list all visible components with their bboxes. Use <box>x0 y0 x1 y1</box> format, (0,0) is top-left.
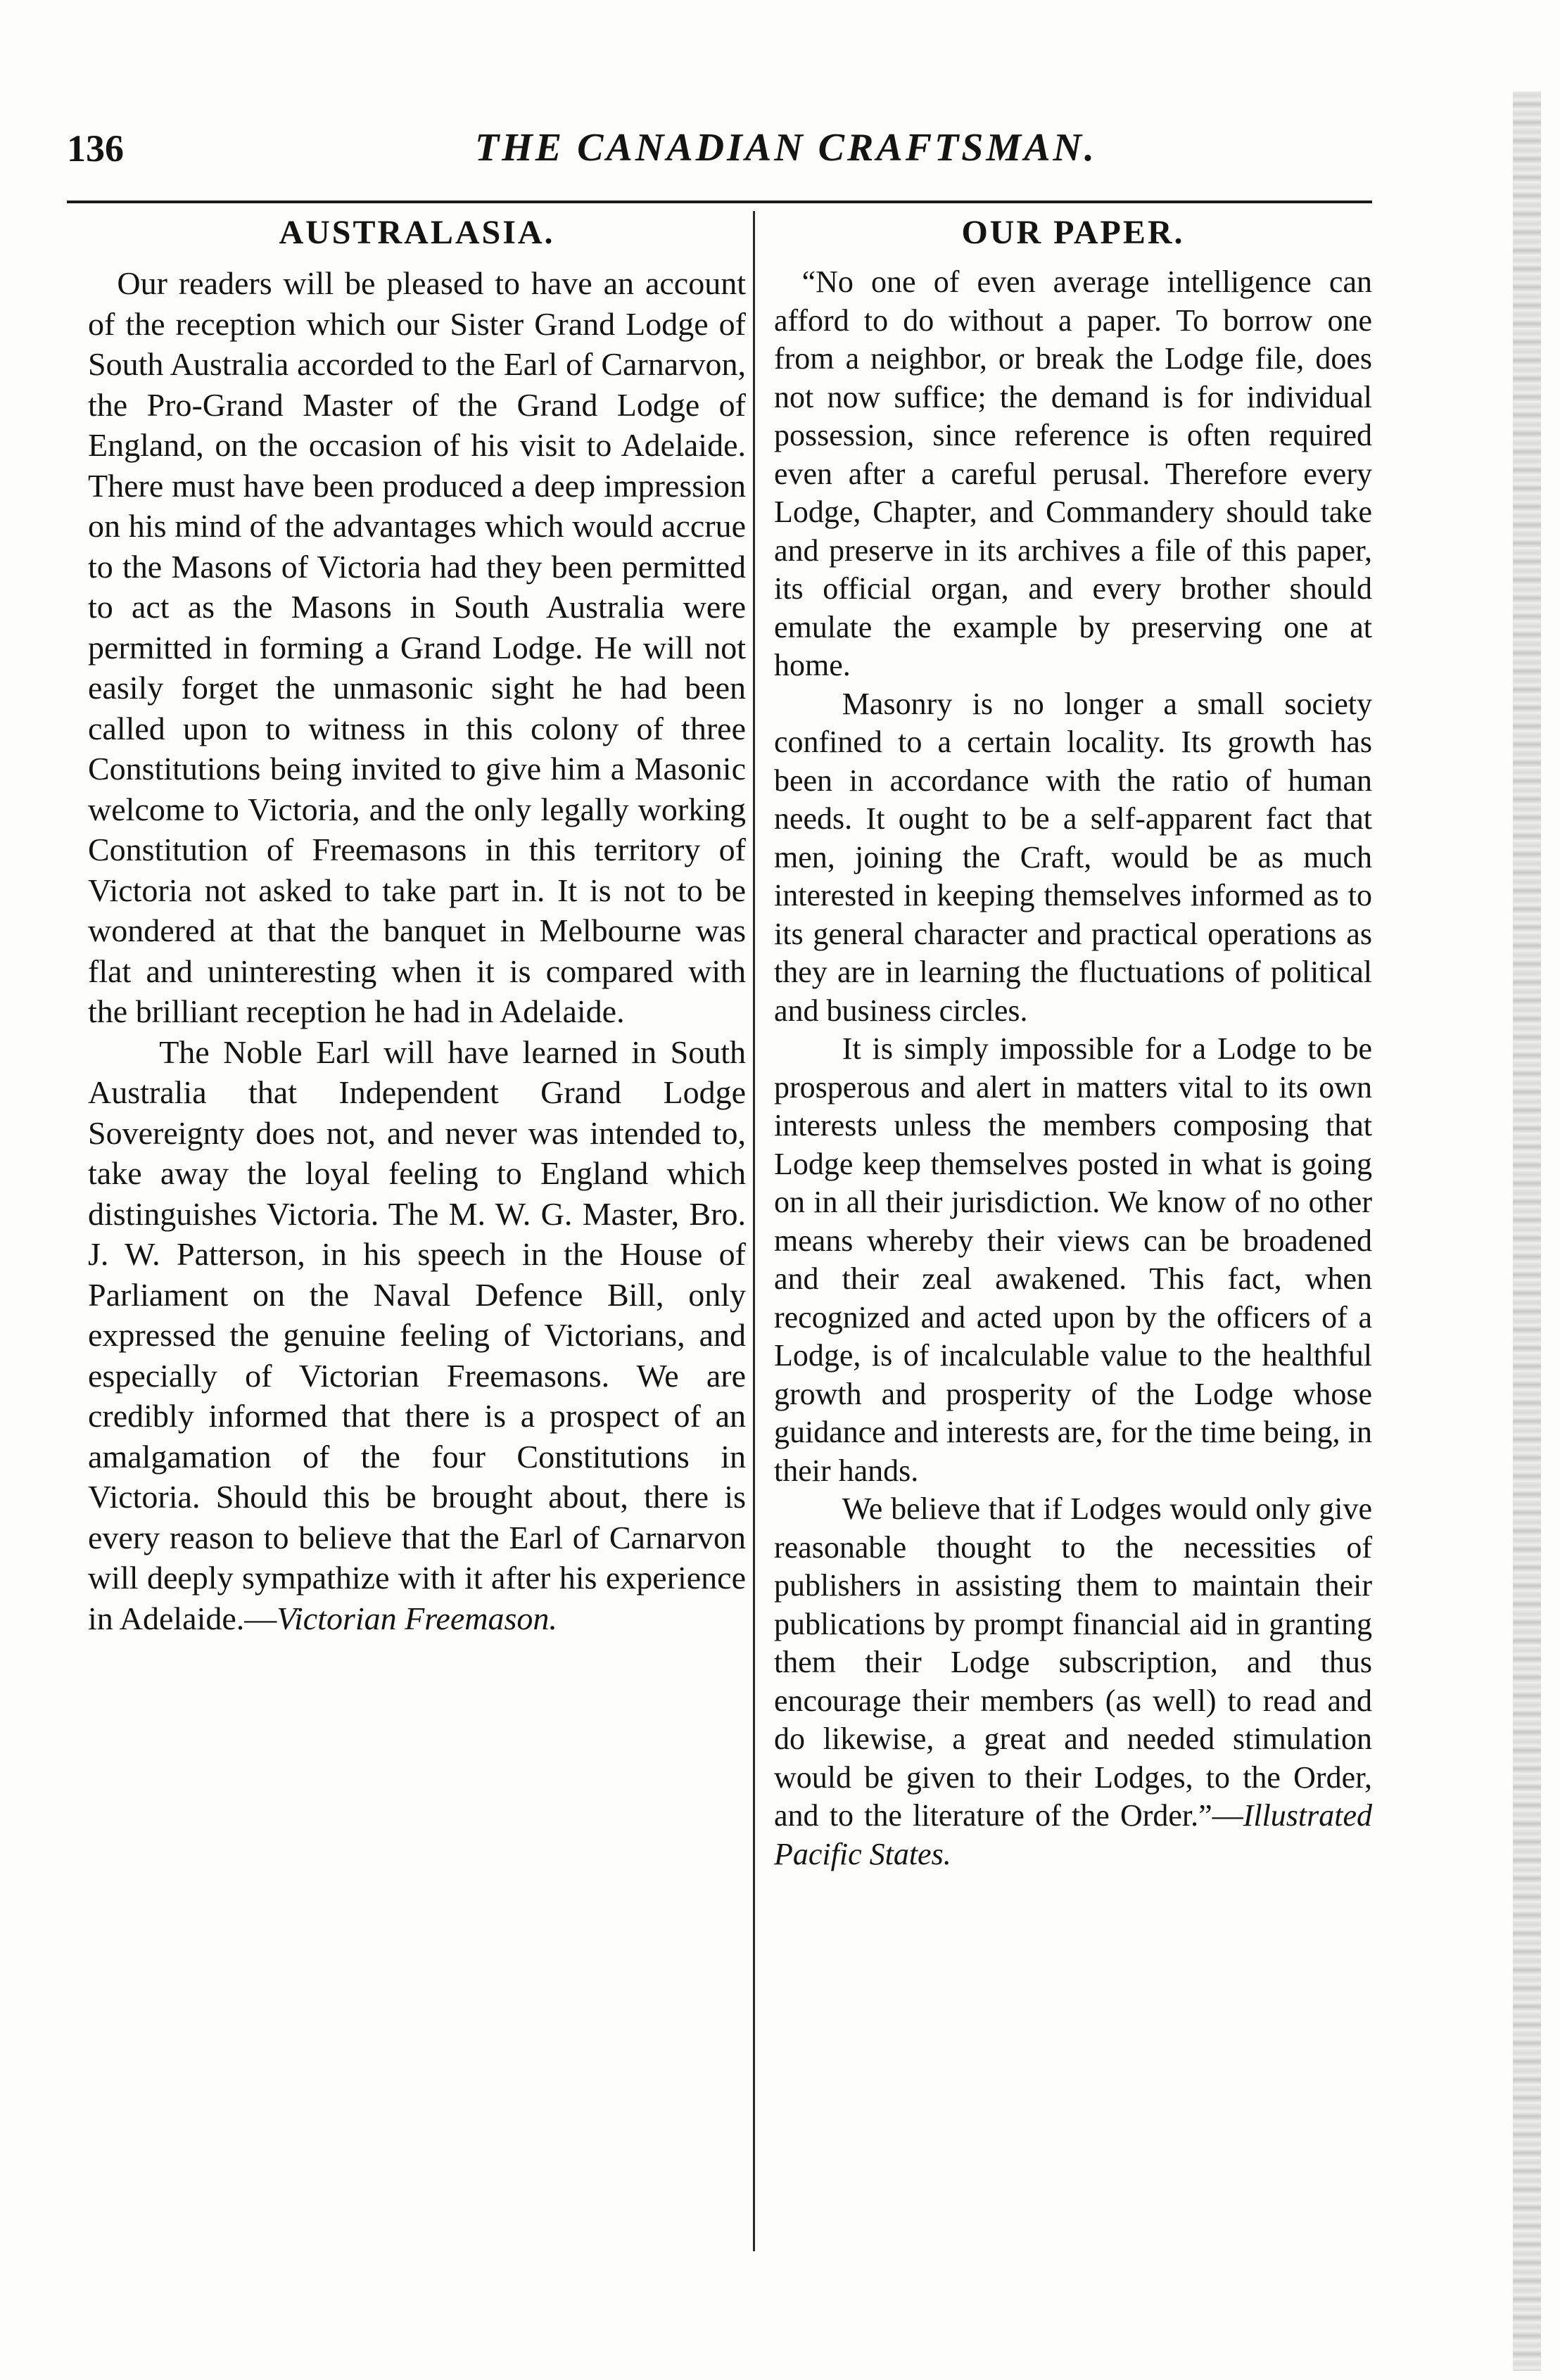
article-source: Victorian Freemason. <box>277 1600 557 1636</box>
article-title: AUSTRALASIA. <box>279 214 555 251</box>
page-number: 136 <box>67 127 124 170</box>
article-title: OUR PAPER. <box>961 214 1185 251</box>
page-header <box>67 120 1376 190</box>
scan-binding-edge <box>1513 91 1541 2371</box>
article-paragraph: “No one of even average intelligence can afford to do without a paper. To borrow one from a neighbor, or break the Lodge file, does not now suffice; the demand is for individual possession, since reference is often required even after a careful perusal. Therefore every Lodge, Chapter, and Commandery should take and preserve in its archives a file of this paper, its official organ, and every brother should emulate the example by preserving one at home. <box>774 265 1372 682</box>
article-our-paper <box>774 211 1372 1873</box>
article-paragraph-text: The Noble Earl will have learned in South Australia that Independent Grand Lodge Sovereignty does not, and never was intended to, take away the loyal feeling to England which distinguishes Victoria. The M. W. G. Master, Bro. J. W. Patterson, in his speech in the House of Parliament on the Naval Defence Bill, only expressed the genuine feeling of Victorians, and especially of Victorian Freemasons. We are credibly informed that there is a prospect of an amalgamation of the four Constitutions in Victoria. Should this be brought about, there is every reason to believe that the Earl of Carnarvon will deeply sympathize with it after his experience in Adelaide.— <box>88 1033 746 1636</box>
column-divider <box>753 211 755 2251</box>
article-paragraph <box>774 1490 1372 1873</box>
article-paragraph: It is simply impossible for a Lodge to be prosperous and alert in matters vital to its own interests unless the members composing that Lodge keep themselves posted in what is going on in all their jurisdiction. We know of no other means whereby their views can be broadened and their zeal awakened. This fact, when recognized and acted upon by the officers of a Lodge, is of incalculable value to the healthful growth and prosperity of the Lodge whose guidance and interests are, for the time being, in their hands. <box>774 1031 1372 1488</box>
article-paragraph: Masonry is no longer a small society confined to a certain locality. Its growth has been in accordance with the ratio of human needs. It ought to be a self-apparent fact that men, joining the Craft, would be as much interested in keeping themselves informed as to its general character and practical operations as they are in learning the fluctuations of political and business circles. <box>774 686 1372 1028</box>
running-title: THE CANADIAN CRAFTSMAN. <box>475 126 1097 170</box>
article-source: Illustrated Pacific States. <box>774 1798 1372 1871</box>
article-paragraph <box>88 1032 746 1639</box>
article-australasia <box>88 211 746 1638</box>
header-rule <box>67 201 1372 203</box>
article-paragraph: Our readers will be pleased to have an account of the reception which our Sister Grand Lodge of South Australia accorded to the Earl of Carnarvon, the Pro-Grand Master of the Grand Lodge of England, on the occasion of his visit to Adelaide. There must have been produced a deep impression on his mind of the advantages which would accrue to the Masons of Victoria had they been permitted to act as the Masons in South Australia were permitted in forming a Grand Lodge. He will not easily forget the unmasonic sight he had been called upon to witness in this colony of three Constitutions being invited to give him a Masonic welcome to Victoria, and the only legally working Constitution of Freemasons in this territory of Victoria not asked to take part in. It is not to be wondered at that the banquet in Melbourne was flat and uninteresting when it is compared with the brilliant reception he had in Adelaide. <box>88 265 746 1029</box>
article-paragraph-text: We believe that if Lodges would only give reasonable thought to the necessities of publishers in assisting them to maintain their publications by prompt financial aid in granting them their Lodge subscription, and thus encourage their members (as well) to read and do likewise, a great and needed stimulation would be given to their Lodges, to the Order, and to the literature of the Order.”— <box>774 1491 1372 1833</box>
